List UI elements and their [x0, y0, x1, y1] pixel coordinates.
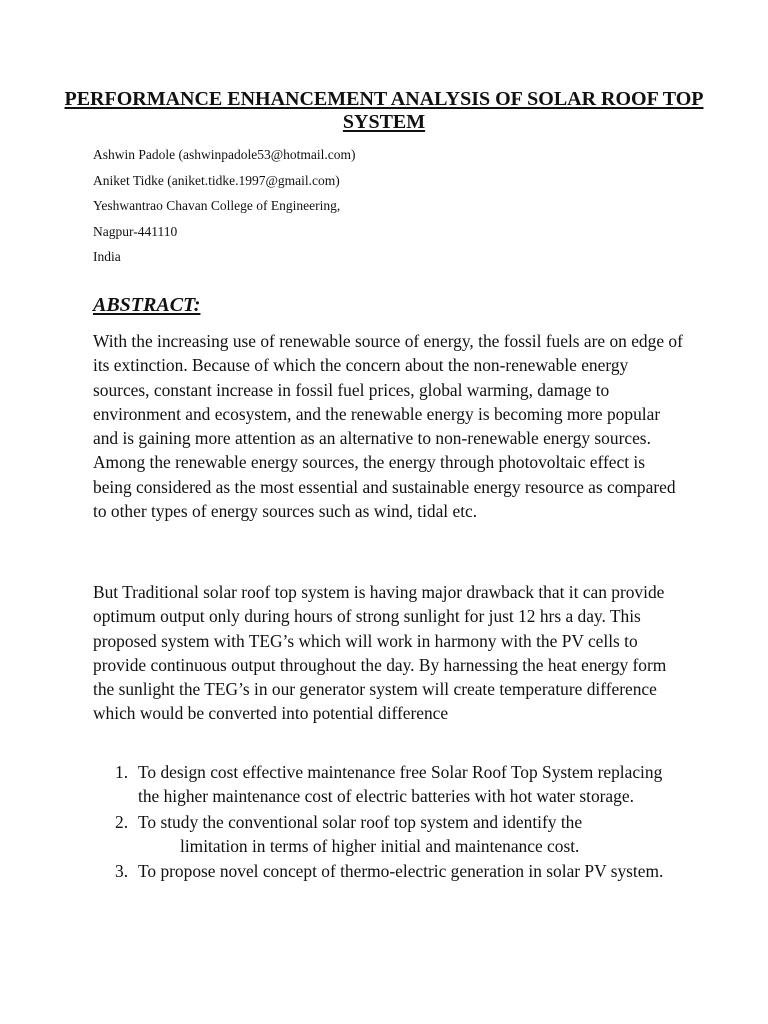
objective-text: To study the conventional solar roof top system and identify the [138, 811, 583, 832]
affiliation-line: Yeshwantrao Chavan College of Engineering, [93, 198, 341, 213]
objective-text: To propose novel concept of thermo-electric generation in solar PV system. [138, 861, 664, 882]
objective-item-3 [93, 859, 683, 883]
author-line-2: Aniket Tidke (aniket.tidke.1997@gmail.com) [93, 172, 340, 188]
objective-item-2 [93, 810, 683, 859]
country-line: India [93, 249, 121, 264]
objective-text: To design cost effective maintenance free Solar Roof Top System replacing the higher maintenance cost of electric batteries with hot water storage. [138, 762, 663, 807]
objective-number: 2. [115, 811, 129, 832]
author-block [93, 142, 693, 270]
objective-number: 1. [115, 762, 129, 782]
objectives-list [93, 760, 683, 884]
paper-title: PERFORMANCE ENHANCEMENT ANALYSIS OF SOLAR ROOF TOP SYSTEM [64, 88, 704, 133]
objective-number: 3. [115, 861, 129, 882]
author-line-1: Ashwin Padole (ashwinpadole53@hotmail.com) [93, 147, 356, 162]
abstract-paragraph-2: But Traditional solar roof top system is having major drawback that it can provide optimum output only during hours of strong sunlight for just 12 hrs a day. This proposed system with TEG’s which will work in harmony with the PV cells to provide continuous output throughout the day. By harnessing the heat energy form the sunlight the TEG’s in our generator system will create temperature difference which would be converted into potential difference [93, 582, 667, 724]
abstract-paragraph-1: With the increasing use of renewable source of energy, the fossil fuels are on edge of its extinction. Because of which the concern about the non-renewable energy sources, constant increase in fossil fuel prices, global warming, damage to environment and ecosystem, and the renewable energy is becoming more popular and is gaining more attention as an alternative to non-renewable energy sources. Among the renewable energy sources, the energy through photovoltaic effect is being considered as the most essential and sustainable energy resource as compared to other types of energy sources such as wind, tidal etc. [93, 331, 683, 522]
city-line: Nagpur-441110 [93, 223, 178, 239]
objective-item-1 [93, 760, 683, 809]
objective-text-continued: limitation in terms of higher initial and maintenance cost. [180, 835, 580, 856]
abstract-heading: ABSTRACT: [93, 294, 201, 316]
